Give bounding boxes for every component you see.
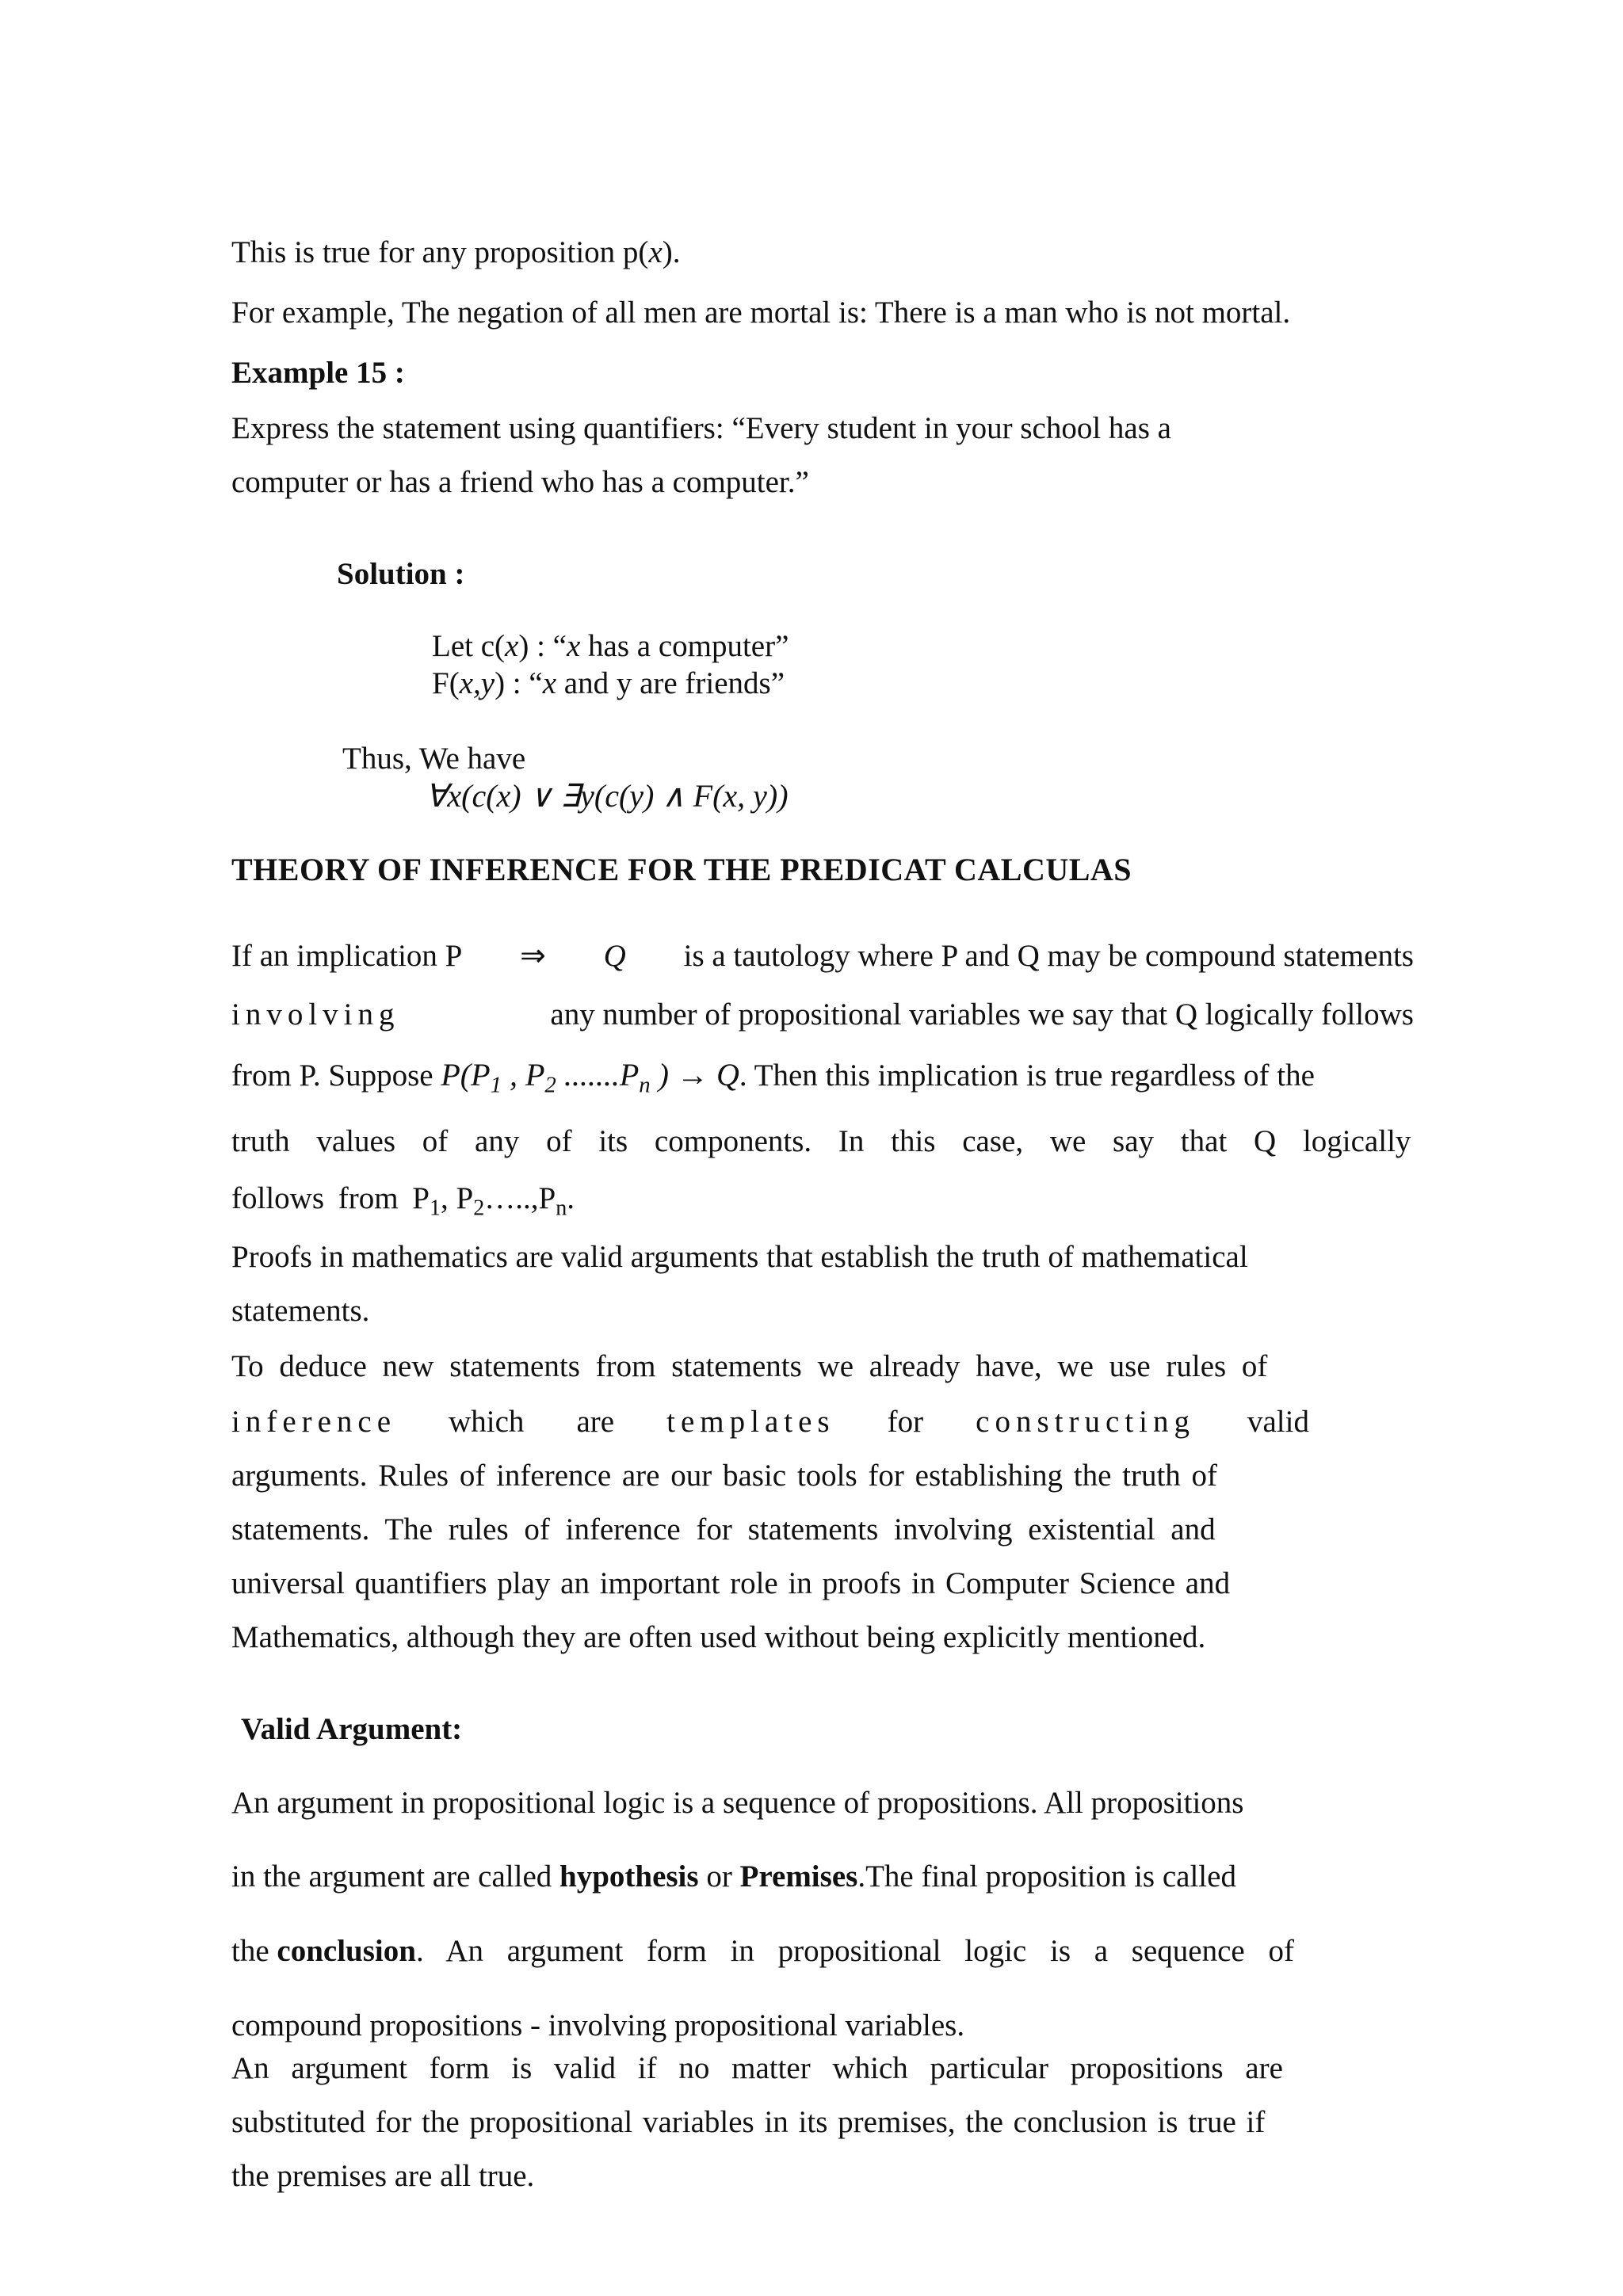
word-for: for: [887, 1405, 924, 1439]
theory-p1-l5-d: .: [567, 1181, 575, 1215]
let-var: x: [505, 629, 519, 663]
theory-p1-l3-b: . Then this implication is true regardless of the: [739, 1058, 1315, 1093]
theory-p2-line-2: statements.: [231, 1294, 370, 1328]
friend-definition: [432, 666, 785, 702]
theory-p3-line-2: [231, 1404, 1309, 1440]
theory-p3-line-5: universal quantifiers play an important role in proofs in Computer Science and: [231, 1566, 1231, 1600]
word-constructing: constructing: [976, 1405, 1195, 1439]
va-l2-hypothesis: hypothesis: [559, 1859, 699, 1894]
word-templates: templates: [666, 1405, 835, 1439]
intro-line-1: [231, 235, 681, 271]
valid-argument-line-6: substituted for the propositional variables in its premises, the conclusion is true if: [231, 2105, 1266, 2139]
math-P1: P: [471, 1057, 491, 1093]
valid-argument-heading: Valid Argument:: [241, 1712, 463, 1746]
intro-line-1-text: This is true for any proposition p(: [231, 235, 649, 269]
math-sub-n: n: [639, 1072, 651, 1098]
theory-p1-l3-a: from P. Suppose: [231, 1058, 433, 1093]
valid-argument-line-4: compound propositions - involving propositional variables.: [231, 2008, 965, 2042]
va-l2-or: or: [698, 1859, 740, 1894]
theory-p3-line-6: Mathematics, although they are often used without being explicitly mentioned.: [231, 1620, 1206, 1654]
theory-p1-line-4: [231, 1123, 1414, 1160]
math-Q: Q: [716, 1057, 739, 1093]
let-mid: ) : “: [518, 629, 567, 663]
let-end: has a computer”: [580, 629, 789, 663]
theory-p3-line-4: statements. The rules of inference for statements involving existential and: [231, 1512, 1216, 1547]
va-l2-a: in the argument are called: [231, 1859, 560, 1894]
intro-line-1-var: x: [648, 235, 663, 269]
theory-p1-line-1: [231, 938, 1414, 974]
theory-p1-l2-rest: any number of propositional variables we say that Q logically follows: [550, 997, 1414, 1032]
example-15-statement-line-1: Express the statement using quantifiers: “Every student in your school has a: [231, 411, 1171, 445]
word-which: which: [449, 1405, 525, 1439]
math-arrow: →: [676, 1057, 708, 1093]
math-P2: P: [525, 1057, 545, 1093]
quantifier-formula: ∀x(c(x) ∨ ∃y(c(y) ∧ F(x, y)): [426, 778, 789, 814]
theory-p1-l4: truth values of any of its components. In this case, we say that Q logically: [231, 1124, 1411, 1158]
let-definition: [432, 628, 789, 665]
word-inference: inference: [231, 1405, 397, 1439]
theory-p1-l3-math: $P(P_1$ , $P_2$ $.......P_n$ ) → Q: [441, 1057, 739, 1098]
f-mid: ) : “: [495, 666, 543, 700]
word-are: are: [576, 1405, 615, 1439]
f-end: and y are friends”: [556, 666, 785, 700]
valid-argument-line-5: An argument form is valid if no matter which particular propositions are: [231, 2051, 1283, 2085]
valid-argument-line-3: [231, 1933, 1294, 1970]
va-l2-premises: Premises: [739, 1859, 858, 1894]
example-15-heading: Example 15 :: [231, 356, 405, 390]
theory-p1-l1-a: If an implication P: [231, 939, 463, 973]
theory-p1-line-3: [231, 1057, 1315, 1098]
va-l3-the: the: [231, 1934, 277, 1968]
let-var2: x: [566, 629, 581, 663]
valid-argument-line-7: the premises are all true.: [231, 2159, 535, 2193]
thus-we-have: Thus, We have: [342, 742, 526, 776]
theory-p1-l5-s1: 1: [430, 1196, 441, 1221]
solution-heading: Solution :: [337, 557, 465, 591]
math-dots: .......: [563, 1057, 620, 1093]
theory-p1-l5-sn: n: [556, 1196, 567, 1221]
theory-p1-l1-arrow: ⇒: [520, 939, 546, 973]
math-P: P: [441, 1057, 460, 1093]
theory-heading: THEORY OF INFERENCE FOR THE PREDICAT CALCULAS: [231, 852, 1132, 887]
word-valid: valid: [1247, 1405, 1309, 1439]
intro-line-1-end: ).: [662, 235, 681, 269]
f-prefix: F(: [432, 666, 460, 700]
theory-p1-line-5: [231, 1180, 575, 1221]
intro-line-2: For example, The negation of all men are mortal is: There is a man who is not mortal.: [231, 296, 1291, 330]
f-var: x: [542, 666, 557, 700]
theory-p1-l1-b: is a tautology where P and Q may be compound statements: [683, 939, 1414, 973]
math-Pn: P: [619, 1057, 640, 1093]
theory-p3-line-3: arguments. Rules of inference are our basic tools for establishing the truth of: [231, 1459, 1218, 1493]
va-l3-rest: . An argument form in propositional logic is a sequence of: [415, 1934, 1294, 1968]
valid-argument-line-2: [231, 1859, 1236, 1895]
theory-p1-l5-c: …..,P: [484, 1181, 556, 1215]
va-l3-conclusion: conclusion: [277, 1934, 416, 1968]
theory-p1-l5-s2: 2: [473, 1196, 485, 1221]
theory-p2-line-1: Proofs in mathematics are valid arguments that establish the truth of mathematical: [231, 1240, 1248, 1274]
theory-p1-l5-b: , P: [441, 1181, 474, 1215]
math-sub-2: 2: [544, 1072, 556, 1098]
theory-p1-l2-spaced: involving: [231, 997, 400, 1032]
f-vars: x,y: [459, 666, 495, 700]
va-l2-b: .The final proposition is called: [857, 1859, 1236, 1894]
theory-p1-l1-q: Q: [603, 939, 626, 973]
math-sub-1: 1: [490, 1072, 502, 1098]
example-15-statement-line-2: computer or has a friend who has a computer.”: [231, 465, 809, 499]
theory-p3-line-1: To deduce new statements from statements we already have, we use rules of: [231, 1349, 1268, 1383]
theory-p1-line-2: [231, 997, 1414, 1033]
valid-argument-line-1: An argument in propositional logic is a sequence of propositions. All propositions: [231, 1786, 1244, 1820]
theory-p1-l5-a: follows from P: [231, 1181, 430, 1215]
let-prefix: Let c(: [432, 629, 506, 663]
